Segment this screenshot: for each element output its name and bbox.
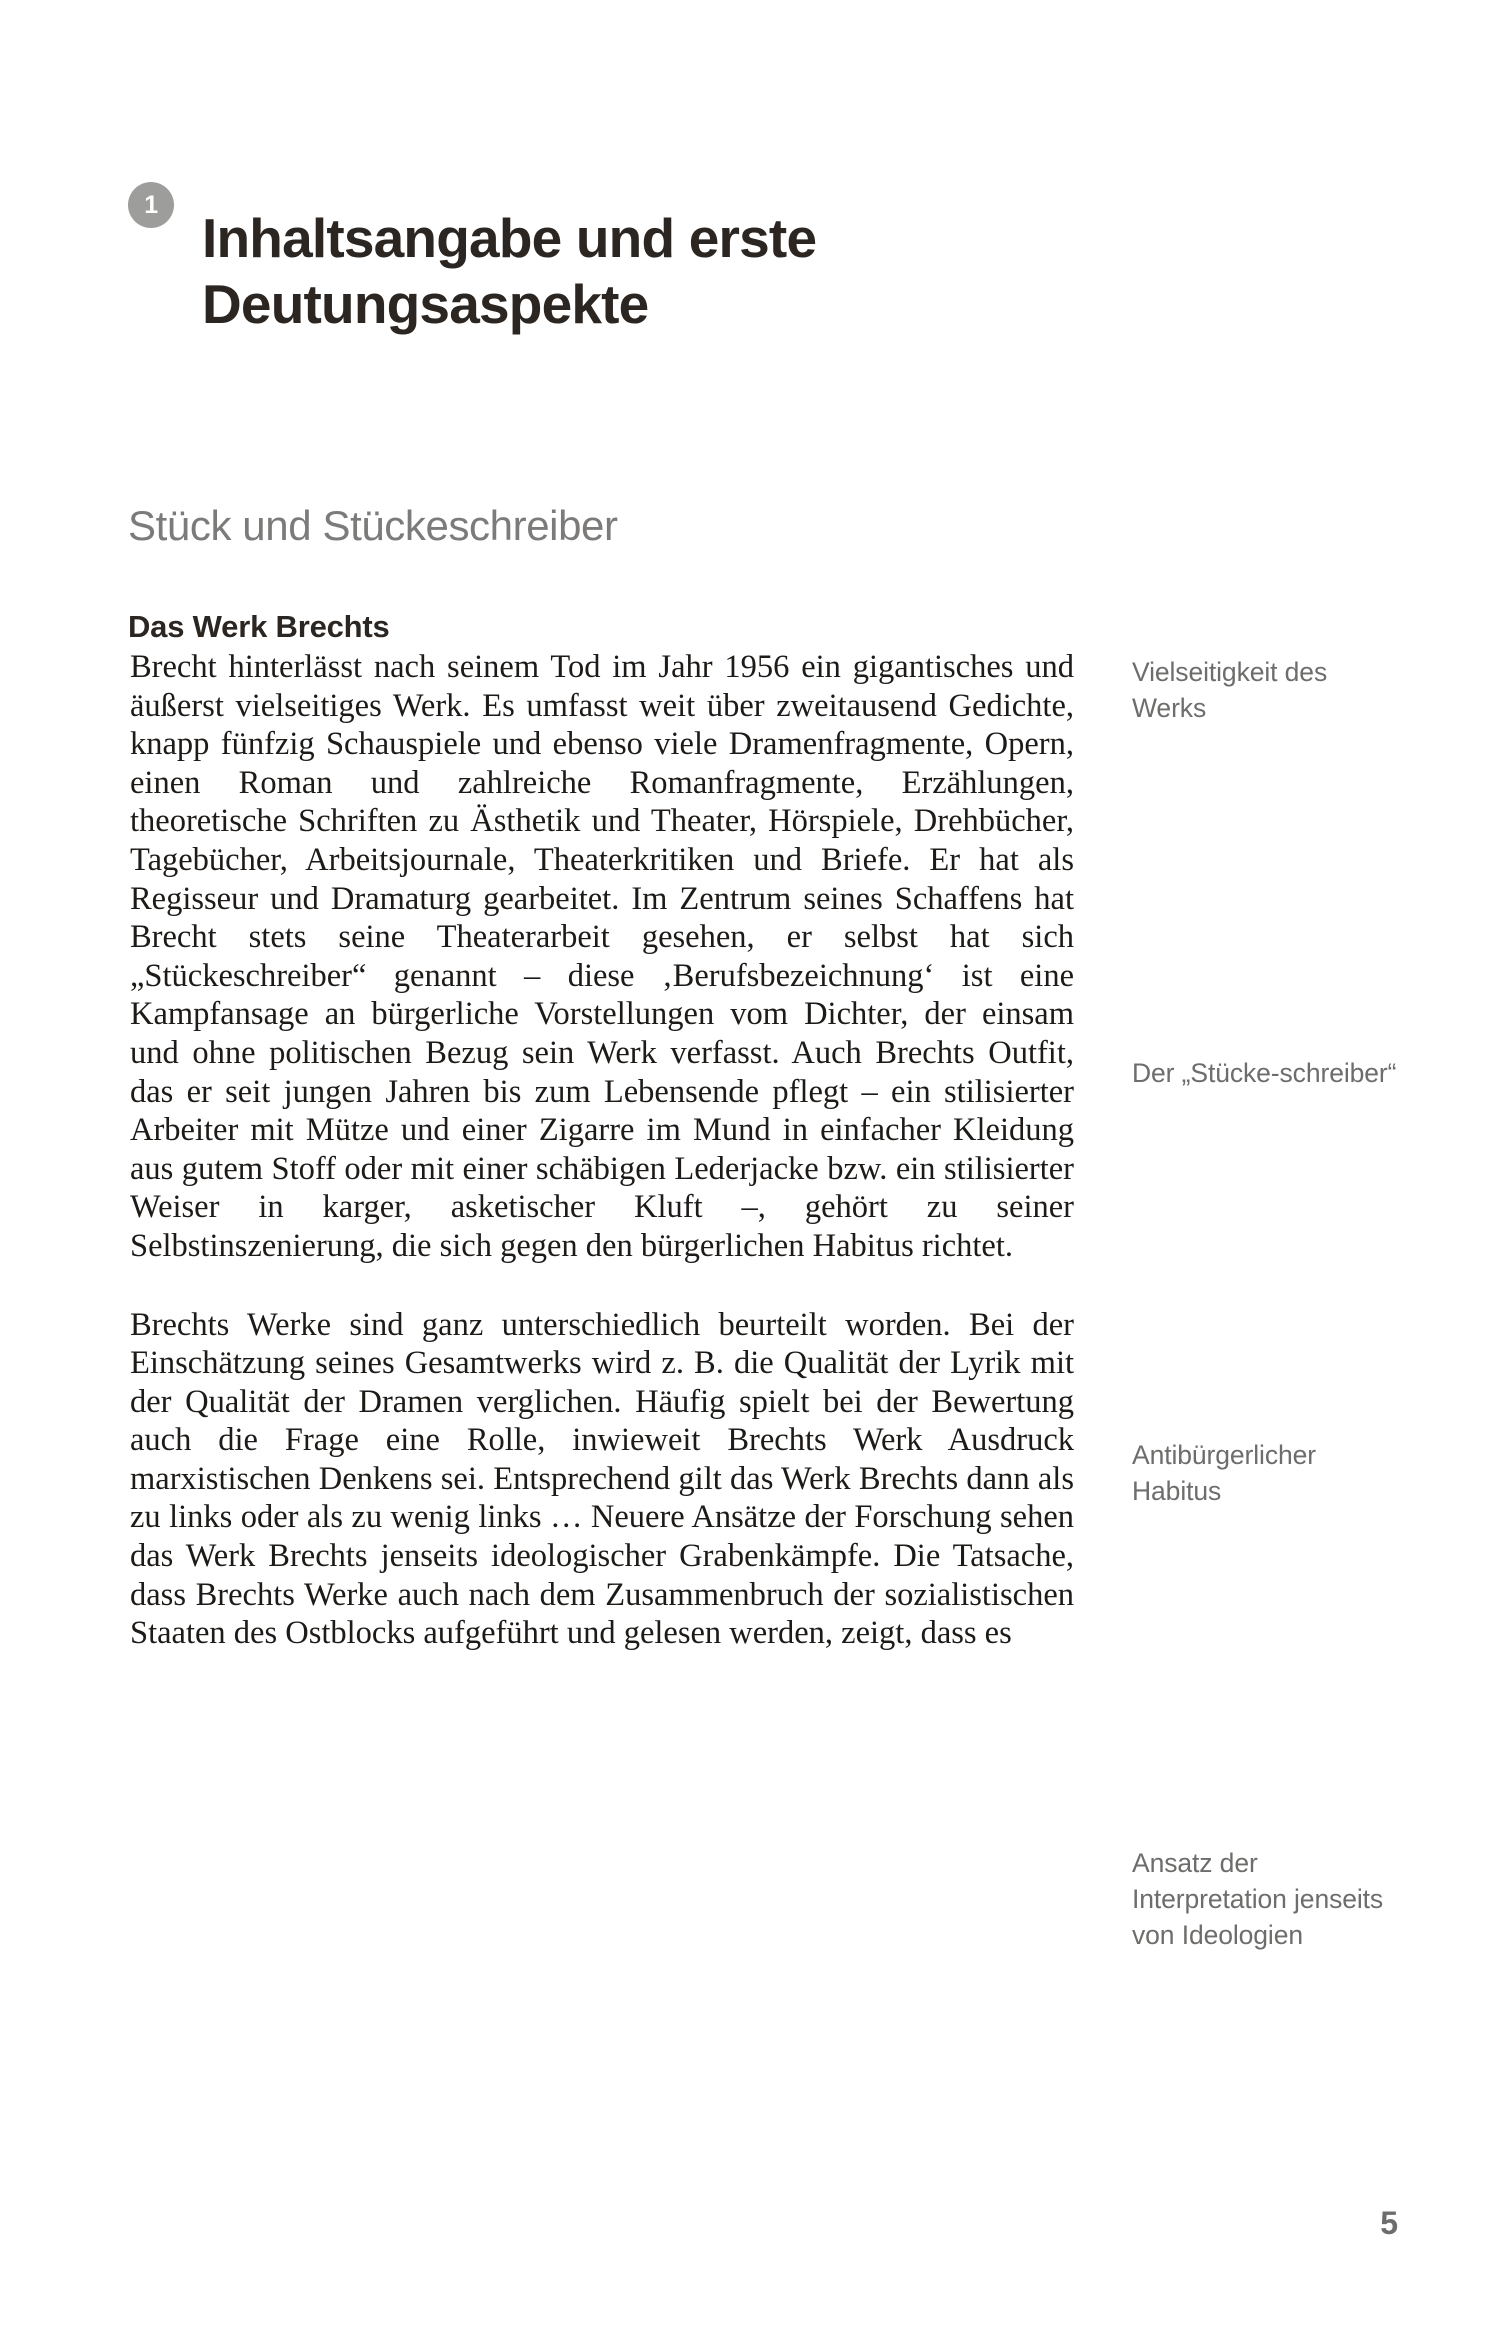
- body-paragraph-2: Brechts Werke sind ganz unterschiedlich beurteilt worden. Bei der Einschätzung seines Gesamtwerks wird z. B. die Qualität der Lyrik mit der Qualität der Dramen verglichen. Häufig spielt bei der Bewertung auch die Frage eine Rolle, inwieweit Brechts Werk Ausdruck marxistischen Denkens sei. Entsprechend gilt das Werk Brechts dann als zu links oder als zu wenig links … Neuere Ansätze der Forschung sehen das Werk Brechts jenseits ideologischer Grabenkämpfe. Die Tatsache, dass Brechts Werke auch nach dem Zusammenbruch der sozialistischen Staaten des Ostblocks aufgeführt und gelesen werden, zeigt, dass es: [130, 1306, 1074, 1652]
- section-heading: Stück und Stückeschreiber: [128, 501, 618, 549]
- body-text-column: [130, 648, 1074, 1653]
- body-paragraph-1: Brecht hinterlässt nach seinem Tod im Jahr 1956 ein gigantisches und äußerst vielseitiges Werk. Es umfasst weit über zweitausend Gedichte, knapp fünfzig Schauspiele und ebenso viele Dramenfragmente, Opern, einen Roman und zahlreiche Romanfragmente, Erzählungen, theoretische Schriften zu Ästhetik und Theater, Hörspiele, Drehbücher, Tagebücher, Arbeitsjournale, Theaterkritiken und Briefe. Er hat als Regisseur und Dramaturg gearbeitet. Im Zentrum seines Schaffens hat Brecht stets seine Theaterarbeit gesehen, er selbst hat sich „Stückeschreiber“ genannt – diese ‚Berufsbezeichnung‘ ist eine Kampfansage an bürgerliche Vorstellungen vom Dichter, der einsam und ohne politischen Bezug sein Werk verfasst. Auch Brechts Outfit, das er seit jungen Jahren bis zum Lebensende pflegt – ein stilisierter Arbeiter mit Mütze und einer Zigarre im Mund in einfacher Kleidung aus gutem Stoff oder mit einer schäbigen Lederjacke bzw. ein stilisierter Weiser in karger, asketischer Kluft –, gehört zu seiner Selbstinszenierung, die sich gegen den bürgerlichen Habitus richtet.: [130, 649, 1074, 1264]
- chapter-heading: [128, 168, 1278, 374]
- margin-note-vielseitigkeit: Vielseitigkeit des Werks: [1132, 657, 1328, 723]
- section-subheading: Das Werk Brechts: [128, 609, 390, 644]
- page-number: 5: [1380, 2205, 1398, 2241]
- chapter-number-badge: 1: [128, 182, 174, 228]
- margin-note-stueckeschreiber: Der „Stücke-schreiber“: [1132, 1058, 1397, 1088]
- margin-note-antibuergerlicher-habitus: Antibürgerlicher Habitus: [1132, 1440, 1316, 1506]
- margin-note-ansatz-interpretation: Ansatz der Interpretation jenseits von Ideologien: [1132, 1848, 1384, 1950]
- page-title: Inhaltsangabe und erste Deutungsaspekte: [202, 206, 817, 335]
